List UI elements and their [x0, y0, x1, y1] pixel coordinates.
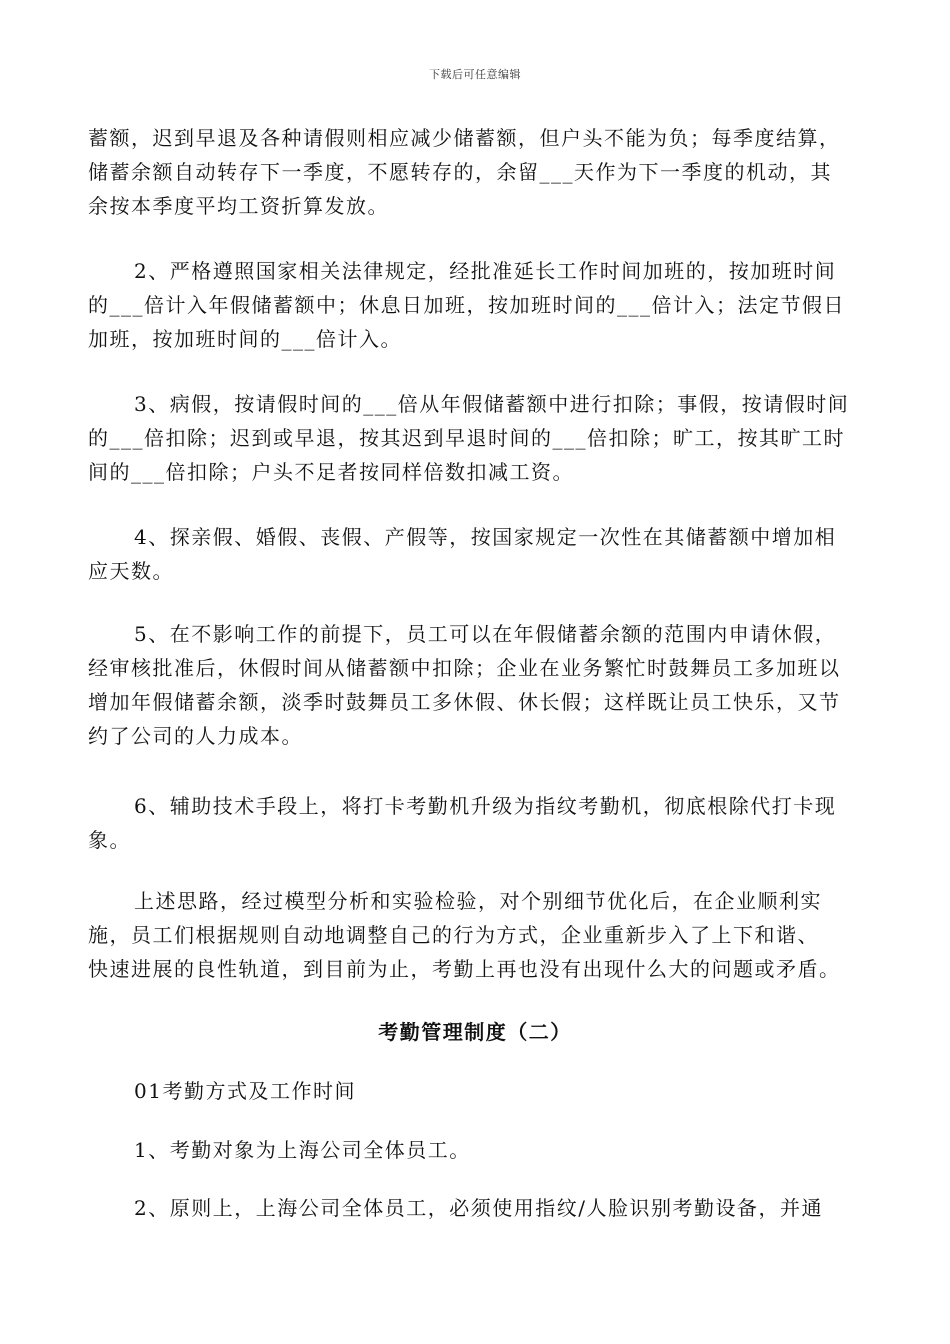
- page-header: 下载后可任意编辑: [429, 68, 521, 81]
- text-line: 应天数。: [88, 559, 174, 583]
- text-line: 01考勤方式及工作时间: [134, 1079, 356, 1103]
- text-line: 快速进展的良性轨道，到目前为止，考勤上再也没有出现什么大的问题或矛盾。: [88, 957, 841, 981]
- paragraph-item-1: [88, 1133, 862, 1167]
- paragraph-summary: [88, 884, 862, 986]
- paragraph-item-2: [88, 254, 862, 356]
- text-line: 2、原则上，上海公司全体员工，必须使用指纹/人脸识别考勤设备，并通: [134, 1196, 823, 1220]
- text-line: 4、探亲假、婚假、丧假、产假等，按国家规定一次性在其储蓄额中增加相: [134, 525, 837, 549]
- text-line: 5、在不影响工作的前提下，员工可以在年假储蓄余额的范围内申请休假，: [134, 622, 837, 646]
- text-line: 施，员工们根据规则自动地调整自己的行为方式，企业重新步入了上下和谐、: [88, 923, 819, 947]
- text-line: 经审核批准后，休假时间从储蓄额中扣除；企业在业务繁忙时鼓舞员工多加班以: [88, 656, 841, 680]
- text-line: 3、病假，按请假时间的___倍从年假储蓄额中进行扣除；事假，按请假时间: [134, 392, 850, 416]
- text-line: 约了公司的人力成本。: [88, 724, 303, 748]
- paragraph-item-2b: [88, 1191, 862, 1225]
- text-line: 象。: [88, 828, 131, 852]
- text-line: 蓄额，迟到早退及各种请假则相应减少储蓄额，但户头不能为负；每季度结算，: [88, 126, 841, 150]
- text-line: 增加年假储蓄余额，淡季时鼓舞员工多休假、休长假；这样既让员工快乐，又节: [88, 690, 841, 714]
- text-line: 1、考勤对象为上海公司全体员工。: [134, 1138, 471, 1162]
- text-line: 间的___倍扣除；户头不足者按同样倍数扣减工资。: [88, 460, 574, 484]
- text-line: 的___倍计入年假储蓄额中；休息日加班，按加班时间的___倍计入；法定节假日: [88, 293, 845, 317]
- paragraph-continuation: [88, 121, 862, 223]
- paragraph-item-4: [88, 520, 862, 588]
- text-line: 加班，按加班时间的___倍计入。: [88, 327, 402, 351]
- paragraph-item-5: [88, 617, 862, 753]
- paragraph-item-6: [88, 789, 862, 857]
- paragraph-item-3: [88, 387, 862, 489]
- text-line: 2、严格遵照国家相关法律规定，经批准延长工作时间加班的，按加班时间: [134, 259, 837, 283]
- text-line: 上述思路，经过模型分析和实验检验，对个别细节优化后，在企业顺利实: [134, 889, 822, 913]
- text-line: 储蓄余额自动转存下一季度，不愿转存的，余留___天作为下一季度的机动，其: [88, 160, 832, 184]
- section-heading: 考勤管理制度（二）: [378, 1020, 572, 1044]
- text-line: 6、辅助技术手段上，将打卡考勤机升级为指纹考勤机，彻底根除代打卡现: [134, 794, 837, 818]
- text-line: 的___倍扣除；迟到或早退，按其迟到早退时间的___倍扣除；旷工，按其旷工时: [88, 426, 845, 450]
- text-line: 余按本季度平均工资折算发放。: [88, 194, 389, 218]
- subsection-title: [88, 1074, 862, 1108]
